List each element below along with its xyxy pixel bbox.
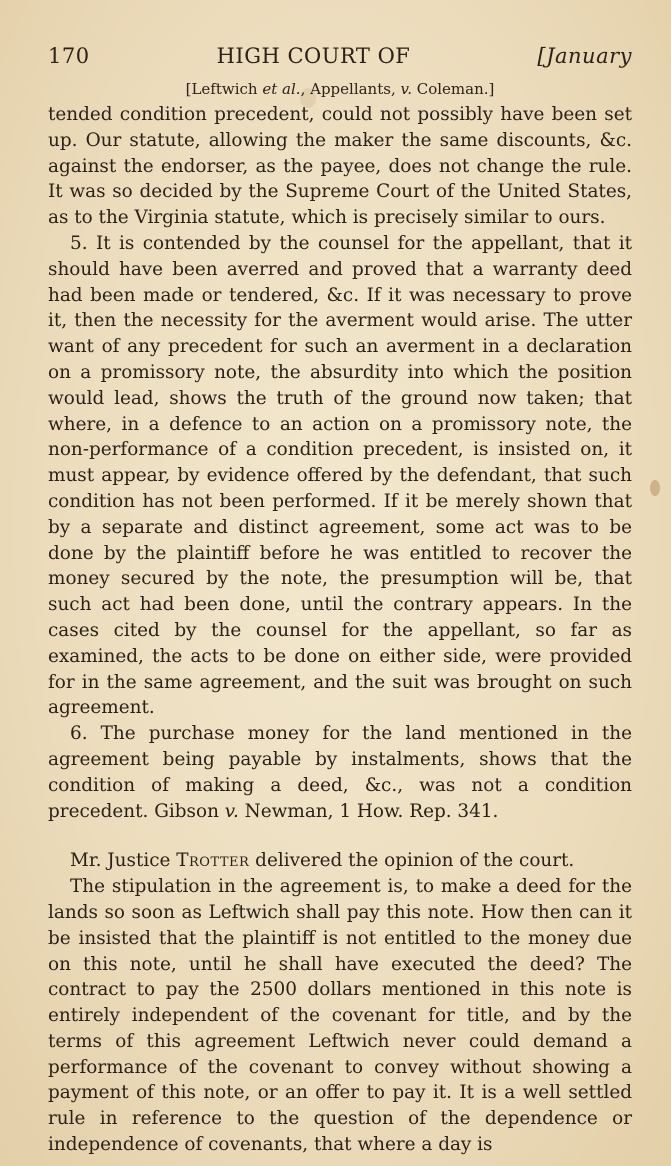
paragraph-point-6	[48, 721, 632, 824]
caption-party1: Leftwich	[191, 80, 258, 98]
running-title: HIGH COURT OF	[216, 44, 411, 68]
caption-role: Appellants,	[310, 80, 396, 98]
running-head	[48, 44, 632, 76]
opinion-intro	[48, 848, 632, 874]
paragraph-opinion: The stipulation in the agreement is, to make a deed for the lands so soon as Leftwich shall pay this note. How then can it be insisted that the plaintiff is not entitled to the money due on this note, until he shall have executed the deed? The contract to pay the 2500 dollars mentioned in this note is entirely independent of the covenant for title, and by the terms of this agreement Leftwich never could demand a performance of the covenant to convey without showing a payment of this note, or an offer to pay it. It is a well settled rule in reference to the question of the dependence or independence of covenants, that where a day is	[48, 876, 632, 1156]
book-page	[48, 44, 632, 1158]
paper-stain	[650, 480, 660, 496]
page-number: 170	[48, 44, 90, 68]
running-month: [January	[537, 44, 632, 68]
caption-etal: et al.	[262, 80, 301, 98]
caption-versus: v.	[400, 80, 412, 98]
body-text	[48, 102, 632, 1158]
point-6-versus: v.	[224, 800, 239, 822]
point-6-text: 6. The purchase money for the land mentioned in the agreement being payable by instalments, shows that the condition of making a deed, &c., was not a condition precedent. Gibson	[48, 723, 632, 822]
judge-name: Trotter	[176, 850, 250, 872]
paragraph-point-5: 5. It is contended by the counsel for the appellant, that it should have been averred and proved that a warranty deed had been made or tendered, &c. If it was necessary to prove it, then the necessity for the averment would arise. The utter want of any precedent for such an averment in a declaration on a promissory note, the absurdity into which the position would lead, shows the truth of the ground now taken; that where, in a defence to an action on a promissory note, the non-performance of a condition precedent, is insisted on, it must appear, by evidence offered by the defendant, that such condition has not been performed. If it be merely shown that by a separate and distinct agreement, some act was to be done by the plaintiff before he was entitled to recover the money secured by the note, the presumption will be, that such act had been done, until the contrary appears. In the cases cited by the counsel for the appellant, so far as examined, the acts to be done on either side, were provided for in the same agreement, and the suit was brought on such agreement.	[48, 232, 632, 719]
month-text: January	[546, 44, 632, 68]
paragraph-continuation: tended condition precedent, could not possibly have been set up. Our statute, allowing the maker the same discounts, &c. against the endorser, as the payee, does not change the rule. It was so decided by the Supreme Court of the United States, as to the Virginia statute, which is precisely similar to ours.	[48, 104, 632, 229]
caption-party2: Coleman.	[416, 80, 489, 98]
opinion-intro-after: delivered the opinion of the court.	[249, 850, 575, 872]
case-caption: [Leftwich et al., Appellants, v. Coleman.]	[185, 80, 495, 98]
point-6-citation: Newman, 1 How. Rep. 341.	[238, 800, 499, 822]
opinion-intro-before: Mr. Justice	[70, 850, 177, 872]
